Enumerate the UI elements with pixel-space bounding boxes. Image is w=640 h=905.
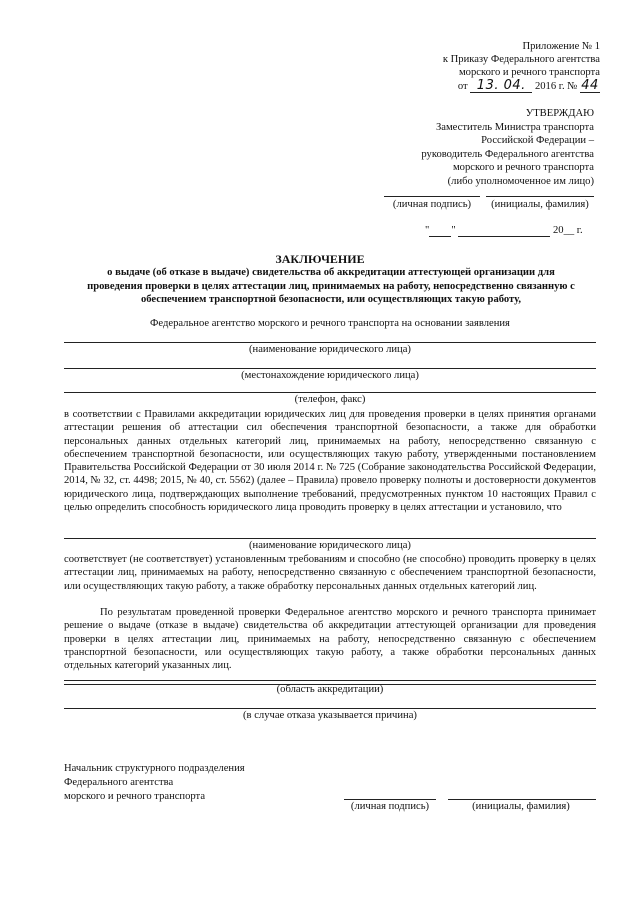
appendix-line-1: Приложение № 1 [522, 41, 600, 52]
approve-line-4: морского и речного транспорта [452, 162, 594, 173]
subtitle-line-2: проведения проверки в целях аттестации лиц, принимаемых на работу, непосредственно связанную с [87, 280, 575, 292]
footer-name-line [448, 799, 596, 800]
legal-name-line [64, 342, 596, 343]
date-prefix: от [457, 81, 468, 92]
approve-line-3: руководитель Федерального агентства [421, 148, 594, 160]
paragraph-2: соответствует (не соответствует) установленным требованиям и способно (не способно) проводить проверку в целях аттестации лиц, принимаемых на работу, непосредственно связанную с обеспечением транспортной безопасности, или осуществляющих такую работу, а также обработку персональных данных отдельных категорий лиц. [64, 554, 596, 592]
approve-block [380, 107, 594, 188]
appendix-line-2: к Приказу Федерального агентства [442, 54, 600, 65]
footer-line-3: морского и речного транспорта [64, 791, 206, 802]
approve-signature-line [384, 196, 480, 197]
document-subtitle [68, 266, 594, 307]
approve-line-2: Российской Федерации – [481, 135, 594, 146]
footer-line-1: Начальник структурного подразделения [64, 763, 245, 774]
approve-line-1: Заместитель Министра транспорта [435, 121, 594, 133]
area-line-1 [64, 680, 596, 681]
subtitle-line-1: о выдаче (об отказе в выдаче) свидетельства об аккредитации аттестующей организации для [107, 267, 555, 278]
footer-name-label: (инициалы, фамилия) [472, 801, 570, 812]
caption-phone: (телефон, факс) [294, 394, 366, 405]
paragraph-1: в соответствии с Правилами аккредитации юридических лиц для проведения проверки в целях принятия органами аттестации решения об аттестации сил обеспечения транспортной безопасности, а также для обработки персональных данных отдельных категорий лиц, принимаемых на работу, непосредственно связанную с обеспечением транспортной безопасности, или осуществляющих такую работу, утвержденными постановлением Правительства Российской Федерации от 30 июля 2014 г. № 725 (Собрание законодательства Российской Федерации, 2014, № 32, ст. 4498; 2015, № 40, ст. 5562) (далее – Правила) провело проверку полноты и достоверности документов юридического лица, подтверждающих выполнение требований, предусмотренных пунктом 10 настоящих Правил с целью определить способность юридического лица проводить проверку в целях аттестации и установило, что [64, 409, 596, 514]
footer-signature-line [344, 799, 436, 800]
footer-line-2: Федерального агентства [64, 777, 174, 788]
footer-signatory [64, 762, 245, 804]
handwritten-number: 44 [581, 78, 599, 93]
caption-legal-name-2: (наименование юридического лица) [249, 540, 411, 551]
approve-name-line [486, 196, 594, 197]
date-quote-open: " [425, 225, 430, 236]
footer-signature-label: (личная подпись) [350, 801, 430, 812]
date-quote-close: " [451, 225, 456, 236]
approve-signature-label: (личная подпись) [392, 199, 472, 210]
agency-line: Федеральное агентство морского и речного транспорта на основании заявления [150, 318, 510, 329]
appendix-block [380, 40, 600, 93]
approve-heading: УТВЕРЖДАЮ [525, 108, 594, 119]
approve-date-line [425, 225, 597, 237]
phone-line [64, 392, 596, 393]
approve-name-label: (инициалы, фамилия) [491, 199, 589, 210]
caption-refusal: (в случае отказа указывается причина) [243, 710, 417, 721]
date-year: 20__ г. [552, 225, 583, 236]
document-title: ЗАКЛЮЧЕНИЕ [275, 252, 365, 266]
appendix-date-line [380, 79, 600, 93]
appendix-line-3: морского и речного транспорта [458, 67, 600, 78]
handwritten-date: 13. 04. [470, 79, 532, 93]
location-line [64, 368, 596, 369]
subtitle-line-3: обеспечением транспортной безопасности, или осуществляющих такую работу, [140, 294, 522, 305]
caption-location: (местонахождение юридического лица) [241, 370, 419, 381]
caption-legal-name: (наименование юридического лица) [249, 344, 411, 355]
date-mid: 2016 г. № [534, 81, 578, 92]
paragraph-3: По результатам проведенной проверки Федеральное агентство морского и речного транспорта принимает решение о выдаче (отказе в выдаче) свидетельства об аккредитации аттестующей организации для проведения проверки в целях аттестации лиц, принимаемых на работу, непосредственно связанную с обеспечением транспортной безопасности, или осуществляющих такую работу, а также обработки персональных данных отдельных категорий указанных лиц. [64, 607, 596, 672]
legal-name-line-2 [64, 538, 596, 539]
approve-line-5: (либо уполномоченное им лицо) [447, 175, 594, 187]
caption-area: (область аккредитации) [276, 684, 384, 695]
refusal-line [64, 708, 596, 709]
